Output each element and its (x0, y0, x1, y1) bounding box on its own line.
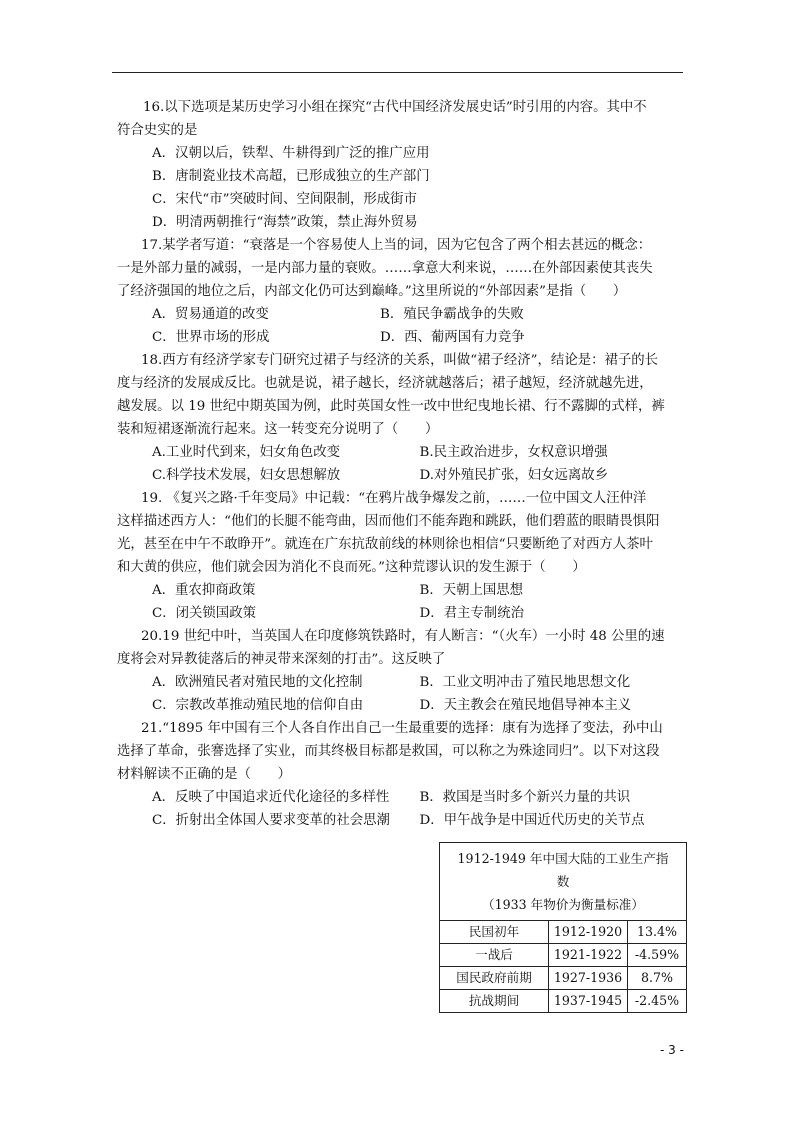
table-row (440, 944, 687, 967)
years-cell: 1921-1922 (549, 944, 628, 967)
option-b: B．殖民争霸战争的失败 (380, 307, 524, 322)
table-caption-row (440, 843, 687, 921)
option-c: C．折射出全体国人要求变革的社会思潮 (152, 813, 390, 828)
option-d: D．甲午战争是中国近代历史的关节点 (419, 813, 645, 828)
table-row (440, 921, 687, 944)
period-cell: 一战后 (440, 944, 549, 967)
question-stem: 16.以下选项是某历史学习小组在探究“古代中国经济发展史话”时引用的内容。其中不 (143, 100, 647, 115)
index-cell: -2.45% (628, 990, 687, 1013)
option-a: A．欧洲殖民者对殖民地的文化控制 (152, 675, 363, 690)
option-b: B．救国是当时多个新兴力量的共识 (419, 790, 631, 805)
header-rule (112, 72, 683, 73)
option-b: B.民主政治进步，女权意识增强 (419, 445, 608, 460)
option-a: A．贸易通道的改变 (152, 307, 269, 322)
question-stem: 21.“1895 年中国有三个人各自作出自己一生最重要的选择：康有为选择了变法，孙中山 (141, 721, 663, 736)
page-number: - 3 - (660, 1043, 684, 1057)
option-d: D.对外殖民扩张，妇女远离故乡 (419, 468, 609, 483)
question-19: 19. 《复兴之路·千年变局》中记载：“在鸦片战争爆发之前，……一位中国文人汪仲洋 这样描述西方人：“他们的长腿不能弯曲，因而他们不能奔跑和跳跃，他们碧蓝的眼睛畏惧阳 光，甚至在中午不敢睁开”。就连在广东抗敌前线的林则徐也相信“只要断绝了对西方人茶叶 和大黄的供应，他们就会因为消化不良而死。”这种荒谬认识的发生源于（ ） A．重农抑商政策 B．天朝上国思想 C．闭关锁国政策 D．君主专制统治 (117, 487, 687, 625)
years-cell: 1927-1936 (549, 967, 628, 990)
question-stem: 18.西方有经济学家专门研究过裙子与经济的关系，叫做“裙子经济”，结论是：裙子的长 (141, 353, 659, 368)
index-cell: 8.7% (628, 967, 687, 990)
option-c: C．宗教改革推动殖民地的信仰自由 (152, 698, 364, 713)
exam-content (117, 96, 687, 832)
question-stem: 20.19 世纪中叶，当英国人在印度修筑铁路时，有人断言：“（火车）一小时 48 公里的速 (141, 629, 665, 644)
table-caption: 1912-1949 年中国大陆的工业生产指 数 （1933 年物价为衡量标准） (440, 843, 687, 921)
option-b: B．唐制瓷业技术高超，已形成独立的生产部门 (152, 169, 430, 184)
option-d: D．明清两朝推行“海禁”政策，禁止海外贸易 (152, 215, 418, 230)
period-cell: 民国初年 (440, 921, 549, 944)
index-cell: -4.59% (628, 944, 687, 967)
question-stem: 19. 《复兴之路·千年变局》中记载：“在鸦片战争爆发之前，……一位中国文人汪仲洋 (141, 491, 647, 506)
option-d: D．君主专制统治 (419, 606, 524, 621)
option-d: D．西、葡两国有力竞争 (380, 330, 525, 345)
option-c: C.科学技术发展，妇女思想解放 (152, 468, 341, 483)
question-18: 18.西方有经济学家专门研究过裙子与经济的关系，叫做“裙子经济”，结论是：裙子的长 度与经济的发展成反比。也就是说，裙子越长，经济就越落后；裙子越短，经济就越先进， 越发展。以 19 世纪中期英国为例，此时英国女性一改中世纪曳地长裙、行不露脚的式样，裤 装和短裙逐渐流行起来。这一转变充分说明了（ ） A.工业时代到来，妇女角色改变 B.民主政治进步，女权意识增强 C.科学技术发展，妇女思想解放 D.对外殖民扩张，妇女远离故乡 (117, 349, 687, 487)
period-cell: 抗战期间 (440, 990, 549, 1013)
years-cell: 1937-1945 (549, 990, 628, 1013)
option-b: B．天朝上国思想 (419, 583, 524, 598)
option-c: C．闭关锁国政策 (152, 606, 256, 621)
question-stem: 17.某学者写道：“衰落是一个容易使人上当的词，因为它包含了两个相去甚远的概念： (141, 238, 652, 253)
question-21: 21.“1895 年中国有三个人各自作出自己一生最重要的选择：康有为选择了变法，孙中山 选择了革命，张謇选择了实业，而其终极目标都是救国，可以称之为殊途同归”。以下对这段 材料解读不正确的是（ ） A．反映了中国追求近代化途径的多样性 B．救国是当时多个新兴力量的共识 C．折射出全体国人要求变革的社会思潮 D．甲午战争是中国近代历史的关节点 (117, 717, 687, 832)
option-b: B．工业文明冲击了殖民地思想文化 (419, 675, 631, 690)
question-20: 20.19 世纪中叶，当英国人在印度修筑铁路时，有人断言：“（火车）一小时 48 公里的速 度将会对异教徒落后的神灵带来深刻的打击”。这反映了 A．欧洲殖民者对殖民地的文化控制 B．工业文明冲击了殖民地思想文化 C．宗教改革推动殖民地的信仰自由 D．天主教会在殖民地倡导神本主义 (117, 625, 687, 717)
index-cell: 13.4% (628, 921, 687, 944)
option-c: C．宋代“市”突破时间、空间限制，形成街市 (152, 192, 417, 207)
option-a: A．汉朝以后，铁犁、牛耕得到广泛的推广应用 (152, 146, 430, 161)
industrial-index-table (439, 842, 687, 1013)
table-row (440, 990, 687, 1013)
option-c: C．世界市场的形成 (152, 330, 270, 345)
option-a: A．重农抑商政策 (152, 583, 256, 598)
years-cell: 1912-1920 (549, 921, 628, 944)
question-16: 16.以下选项是某历史学习小组在探究“古代中国经济发展史话”时引用的内容。其中不 符合史实的是 A．汉朝以后，铁犁、牛耕得到广泛的推广应用 B．唐制瓷业技术高超，已形成独立的生产部门 C．宋代“市”突破时间、空间限制，形成街市 D．明清两朝推行“海禁”政策，禁止海外贸易 (117, 96, 687, 234)
question-17: 17.某学者写道：“衰落是一个容易使人上当的词，因为它包含了两个相去甚远的概念： 一是外部力量的减弱，一是内部力量的衰败。……拿意大利来说，……在外部因素使其丧失 了经济强国的地位之后，内部文化仍可达到巅峰。”这里所说的“外部因素”是指（ ） A．贸易通道的改变 B．殖民争霸战争的失败 C．世界市场的形成 D．西、葡两国有力竞争 (117, 234, 687, 349)
option-a: A.工业时代到来，妇女角色改变 (152, 445, 341, 460)
option-d: D．天主教会在殖民地倡导神本主义 (419, 698, 632, 713)
period-cell: 国民政府前期 (440, 967, 549, 990)
option-a: A．反映了中国追求近代化途径的多样性 (152, 790, 390, 805)
table-row (440, 967, 687, 990)
